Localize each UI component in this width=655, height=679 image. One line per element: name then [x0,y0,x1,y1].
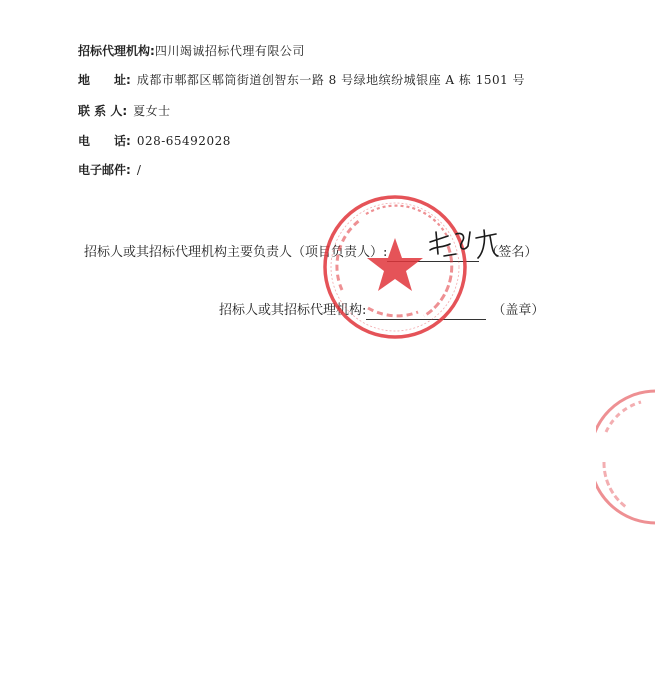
address-value: 成都市郫都区郫筒街道创智东一路 8 号绿地缤纷城银座 A 栋 1501 号 [136,73,526,87]
contact-person-row [78,103,171,119]
address-label: 地 址: [78,73,131,87]
company-seal-icon [320,192,470,342]
contact-person-label: 联 系 人: [78,104,128,118]
phone-label: 电 话: [78,134,131,148]
leader-signature-label: 招标人或其招标代理机构主要负责人（项目负责人）: [84,245,388,260]
contact-person-value: 夏女士 [133,104,171,118]
phone-row [78,133,231,149]
agency-label: 招标代理机构: [78,44,155,58]
handwritten-signature-icon [426,224,512,264]
partial-seal-icon [596,382,655,532]
agency-row [78,43,305,59]
phone-value: 028-65492028 [136,134,231,148]
email-row [78,162,141,178]
org-seal-label: 招标人或其招标代理机构: [219,303,367,318]
leader-signature-tail: （签名） [485,245,538,260]
email-label: 电子邮件: [78,163,131,177]
address-row [78,72,525,88]
agency-value: 四川竭诚招标代理有限公司 [154,44,305,58]
email-value: / [136,163,142,177]
org-seal-tail: （盖章） [492,303,545,318]
